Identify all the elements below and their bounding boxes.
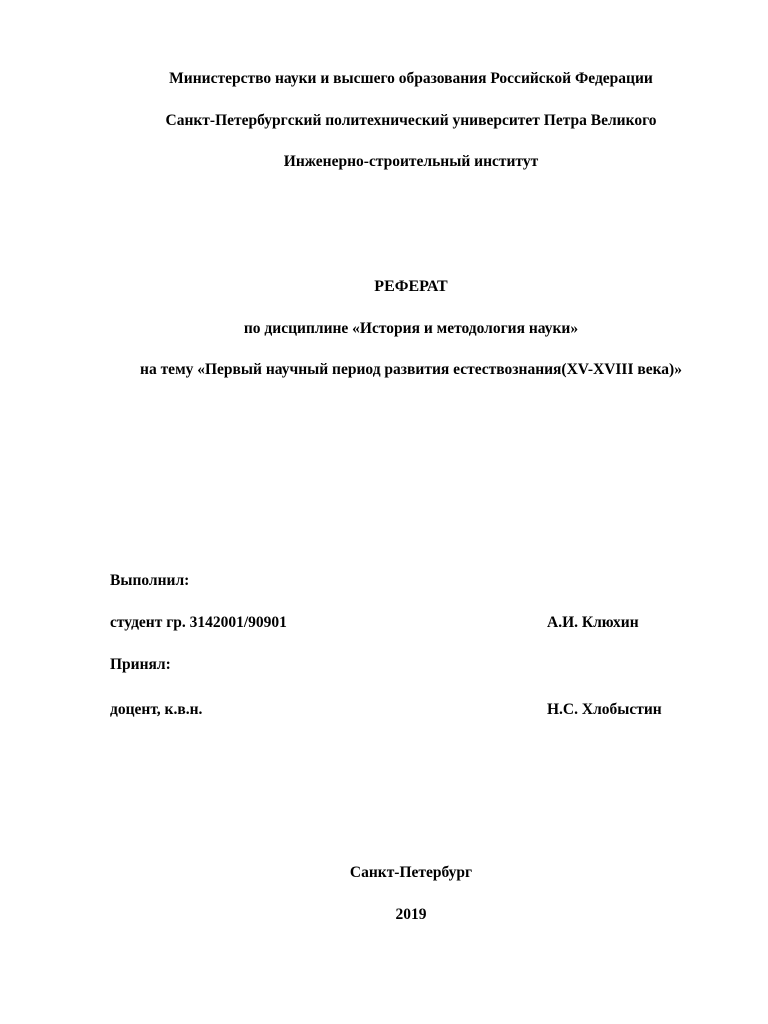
teacher-row — [110, 700, 730, 720]
teacher-role: доцент, к.в.н. — [110, 701, 203, 718]
discipline-line: по дисциплине «История и методология науки» — [243, 320, 579, 337]
teacher-name: Н.С. Хлобыстин — [547, 701, 662, 718]
student-role: студент гр. 3142001/90901 — [110, 614, 287, 631]
done-by-row — [110, 571, 730, 591]
city-line: Санкт-Петербург — [349, 864, 473, 881]
student-row — [110, 613, 730, 633]
accepted-by-row — [110, 655, 730, 675]
topic-line: на тему «Первый научный период развития естествознания(XV-XVIII века)» — [140, 361, 682, 378]
document-type-title: РЕФЕРАТ — [374, 278, 448, 295]
institute-heading: Инженерно-строительный институт — [283, 153, 539, 170]
student-name: А.И. Клюхин — [547, 614, 639, 631]
done-by-label: Выполнил: — [110, 572, 190, 589]
accepted-by-label: Принял: — [110, 656, 171, 673]
university-heading: Санкт-Петербургский политехнический университет Петра Великого — [165, 112, 657, 129]
year-line: 2019 — [395, 906, 427, 923]
ministry-heading: Министерство науки и высшего образования Российской Федерации — [169, 70, 653, 87]
